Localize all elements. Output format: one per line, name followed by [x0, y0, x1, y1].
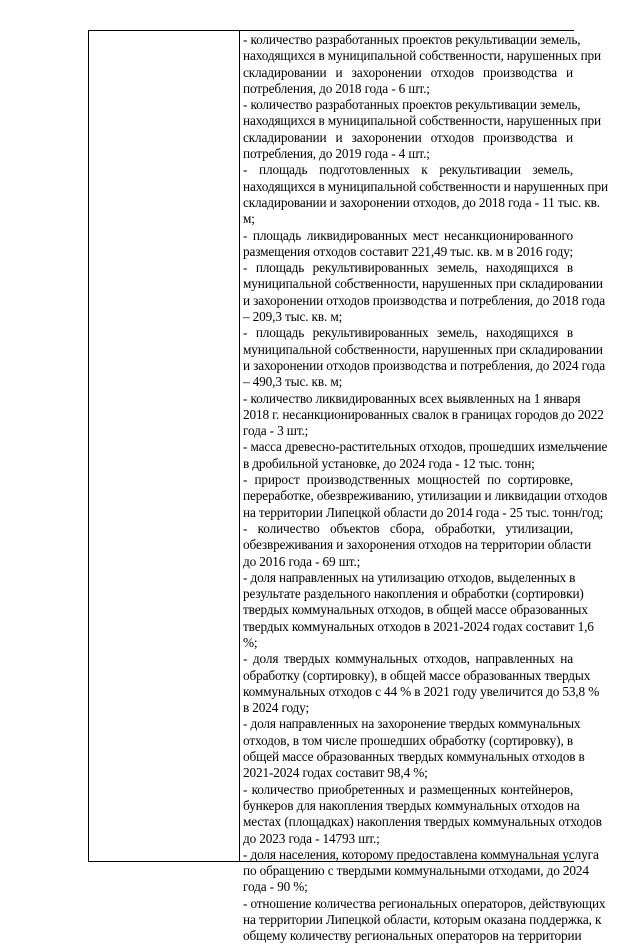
- text-line: в дробильной установке, до 2024 года - 12 тыс. тонн;: [243, 455, 535, 471]
- text-line: местах (площадках) накопления твердых коммунальных отходов: [243, 814, 602, 830]
- text-line: - доля населения, которому предоставлена коммунальная услуга: [243, 846, 599, 862]
- text-line: в 2024 году;: [243, 700, 310, 716]
- text-line: - площадь рекультивированных земель, находящихся в: [243, 325, 573, 341]
- text-line: - площадь подготовленных к рекультивации земель,: [243, 162, 573, 178]
- text-line: 2018 г. несанкционированных свалок в границах городов до 2022: [243, 406, 604, 422]
- text-line: обезвреживания и захоронения отходов на территории области: [243, 537, 592, 553]
- indicator-text-block: [240, 31, 608, 945]
- table-right-cell: [240, 31, 608, 944]
- text-line: на территории Липецкой области, которым оказана поддержка, к: [243, 912, 602, 928]
- text-line: твердых коммунальных отходов в 2021-2024 годах составит 1,6: [243, 618, 594, 634]
- text-line: находящихся в муниципальной собственности, нарушенных при: [243, 113, 602, 129]
- indicators-table: [88, 30, 608, 944]
- text-line: потребления, до 2019 года - 4 шт.;: [243, 146, 430, 162]
- text-line: м;: [243, 211, 255, 227]
- text-line: складировании и захоронении отходов производства и: [243, 129, 573, 145]
- text-line: результате раздельного накопления и обработки (сортировки): [243, 586, 584, 602]
- text-line: до 2016 года - 69 шт.;: [243, 553, 361, 569]
- text-line: до 2023 года - 14793 шт.;: [243, 830, 380, 846]
- text-line: - количество приобретенных и размещенных контейнеров,: [243, 781, 573, 797]
- text-line: общей массе образованных твердых коммунальных отходов в: [243, 749, 585, 765]
- text-line: - количество разработанных проектов рекультивации земель,: [243, 97, 581, 113]
- text-line: потребления, до 2018 года - 6 шт.;: [243, 80, 430, 96]
- text-line: - доля направленных на утилизацию отходов, выделенных в: [243, 569, 576, 585]
- text-line: размещения отходов составит 221,49 тыс. кв. м в 2016 году;: [243, 243, 574, 259]
- text-line: муниципальной собственности, нарушенных при складировании: [243, 276, 603, 292]
- text-line: обработку (сортировку), в общей массе образованных твердых: [243, 667, 591, 683]
- text-line: складировании и захоронении отходов, до 2018 года - 11 тыс. кв.: [243, 194, 600, 210]
- text-line: %;: [243, 634, 258, 650]
- text-line: отходов, в том числе прошедших обработку (сортировку), в: [243, 732, 573, 748]
- text-line: 2021-2024 годах составит 98,4 %;: [243, 765, 428, 781]
- text-line: бункеров для накопления твердых коммунальных отходов на: [243, 797, 580, 813]
- text-line: твердых коммунальных отходов, в общей массе образованных: [243, 602, 588, 618]
- text-line: - площадь ликвидированных мест несанкционированного: [243, 227, 573, 243]
- text-line: - доля направленных на захоронение твердых коммунальных: [243, 716, 581, 732]
- text-line: на территории Липецкой области до 2014 года - 25 тыс. тонн/год;: [243, 504, 604, 520]
- text-line: муниципальной собственности, нарушенных при складировании: [243, 341, 603, 357]
- text-line: - прирост производственных мощностей по сортировке,: [243, 472, 573, 488]
- text-line: общему количеству региональных операторов на территории: [243, 928, 582, 944]
- text-line: складировании и захоронении отходов производства и: [243, 64, 573, 80]
- text-line: и захоронении отходов производства и потребления, до 2024 года: [243, 357, 606, 373]
- text-line: коммунальных отходов с 44 % в 2021 году увеличится до 53,8 %: [243, 683, 600, 699]
- text-line: года - 3 шт.;: [243, 423, 309, 439]
- text-line: - масса древесно-растительных отходов, прошедших измельчение: [243, 439, 608, 455]
- text-line: - количество разработанных проектов рекультивации земель,: [243, 32, 581, 47]
- text-line: - доля твердых коммунальных отходов, направленных на: [243, 651, 573, 667]
- text-line: - количество объектов сбора, обработки, утилизации,: [243, 520, 573, 536]
- text-line: находящихся в муниципальной собственности и нарушенных при: [243, 178, 608, 194]
- text-line: - площадь рекультивированных земель, находящихся в: [243, 260, 573, 276]
- text-line: года - 90 %;: [243, 879, 308, 895]
- text-line: - отношение количества региональных операторов, действующих: [243, 895, 606, 911]
- text-line: – 209,3 тыс. кв. м;: [243, 309, 343, 325]
- text-line: переработке, обезвреживанию, утилизации и ликвидации отходов: [243, 488, 608, 504]
- text-line: находящихся в муниципальной собственности, нарушенных при: [243, 48, 602, 64]
- text-line: и захоронении отходов производства и потребления, до 2018 года: [243, 292, 606, 308]
- text-line: по обращению с твердыми коммунальными отходами, до 2024: [243, 863, 589, 879]
- table-left-cell: [89, 31, 240, 861]
- text-line: - количество ликвидированных всех выявленных на 1 января: [243, 390, 581, 406]
- text-line: – 490,3 тыс. кв. м;: [243, 374, 343, 390]
